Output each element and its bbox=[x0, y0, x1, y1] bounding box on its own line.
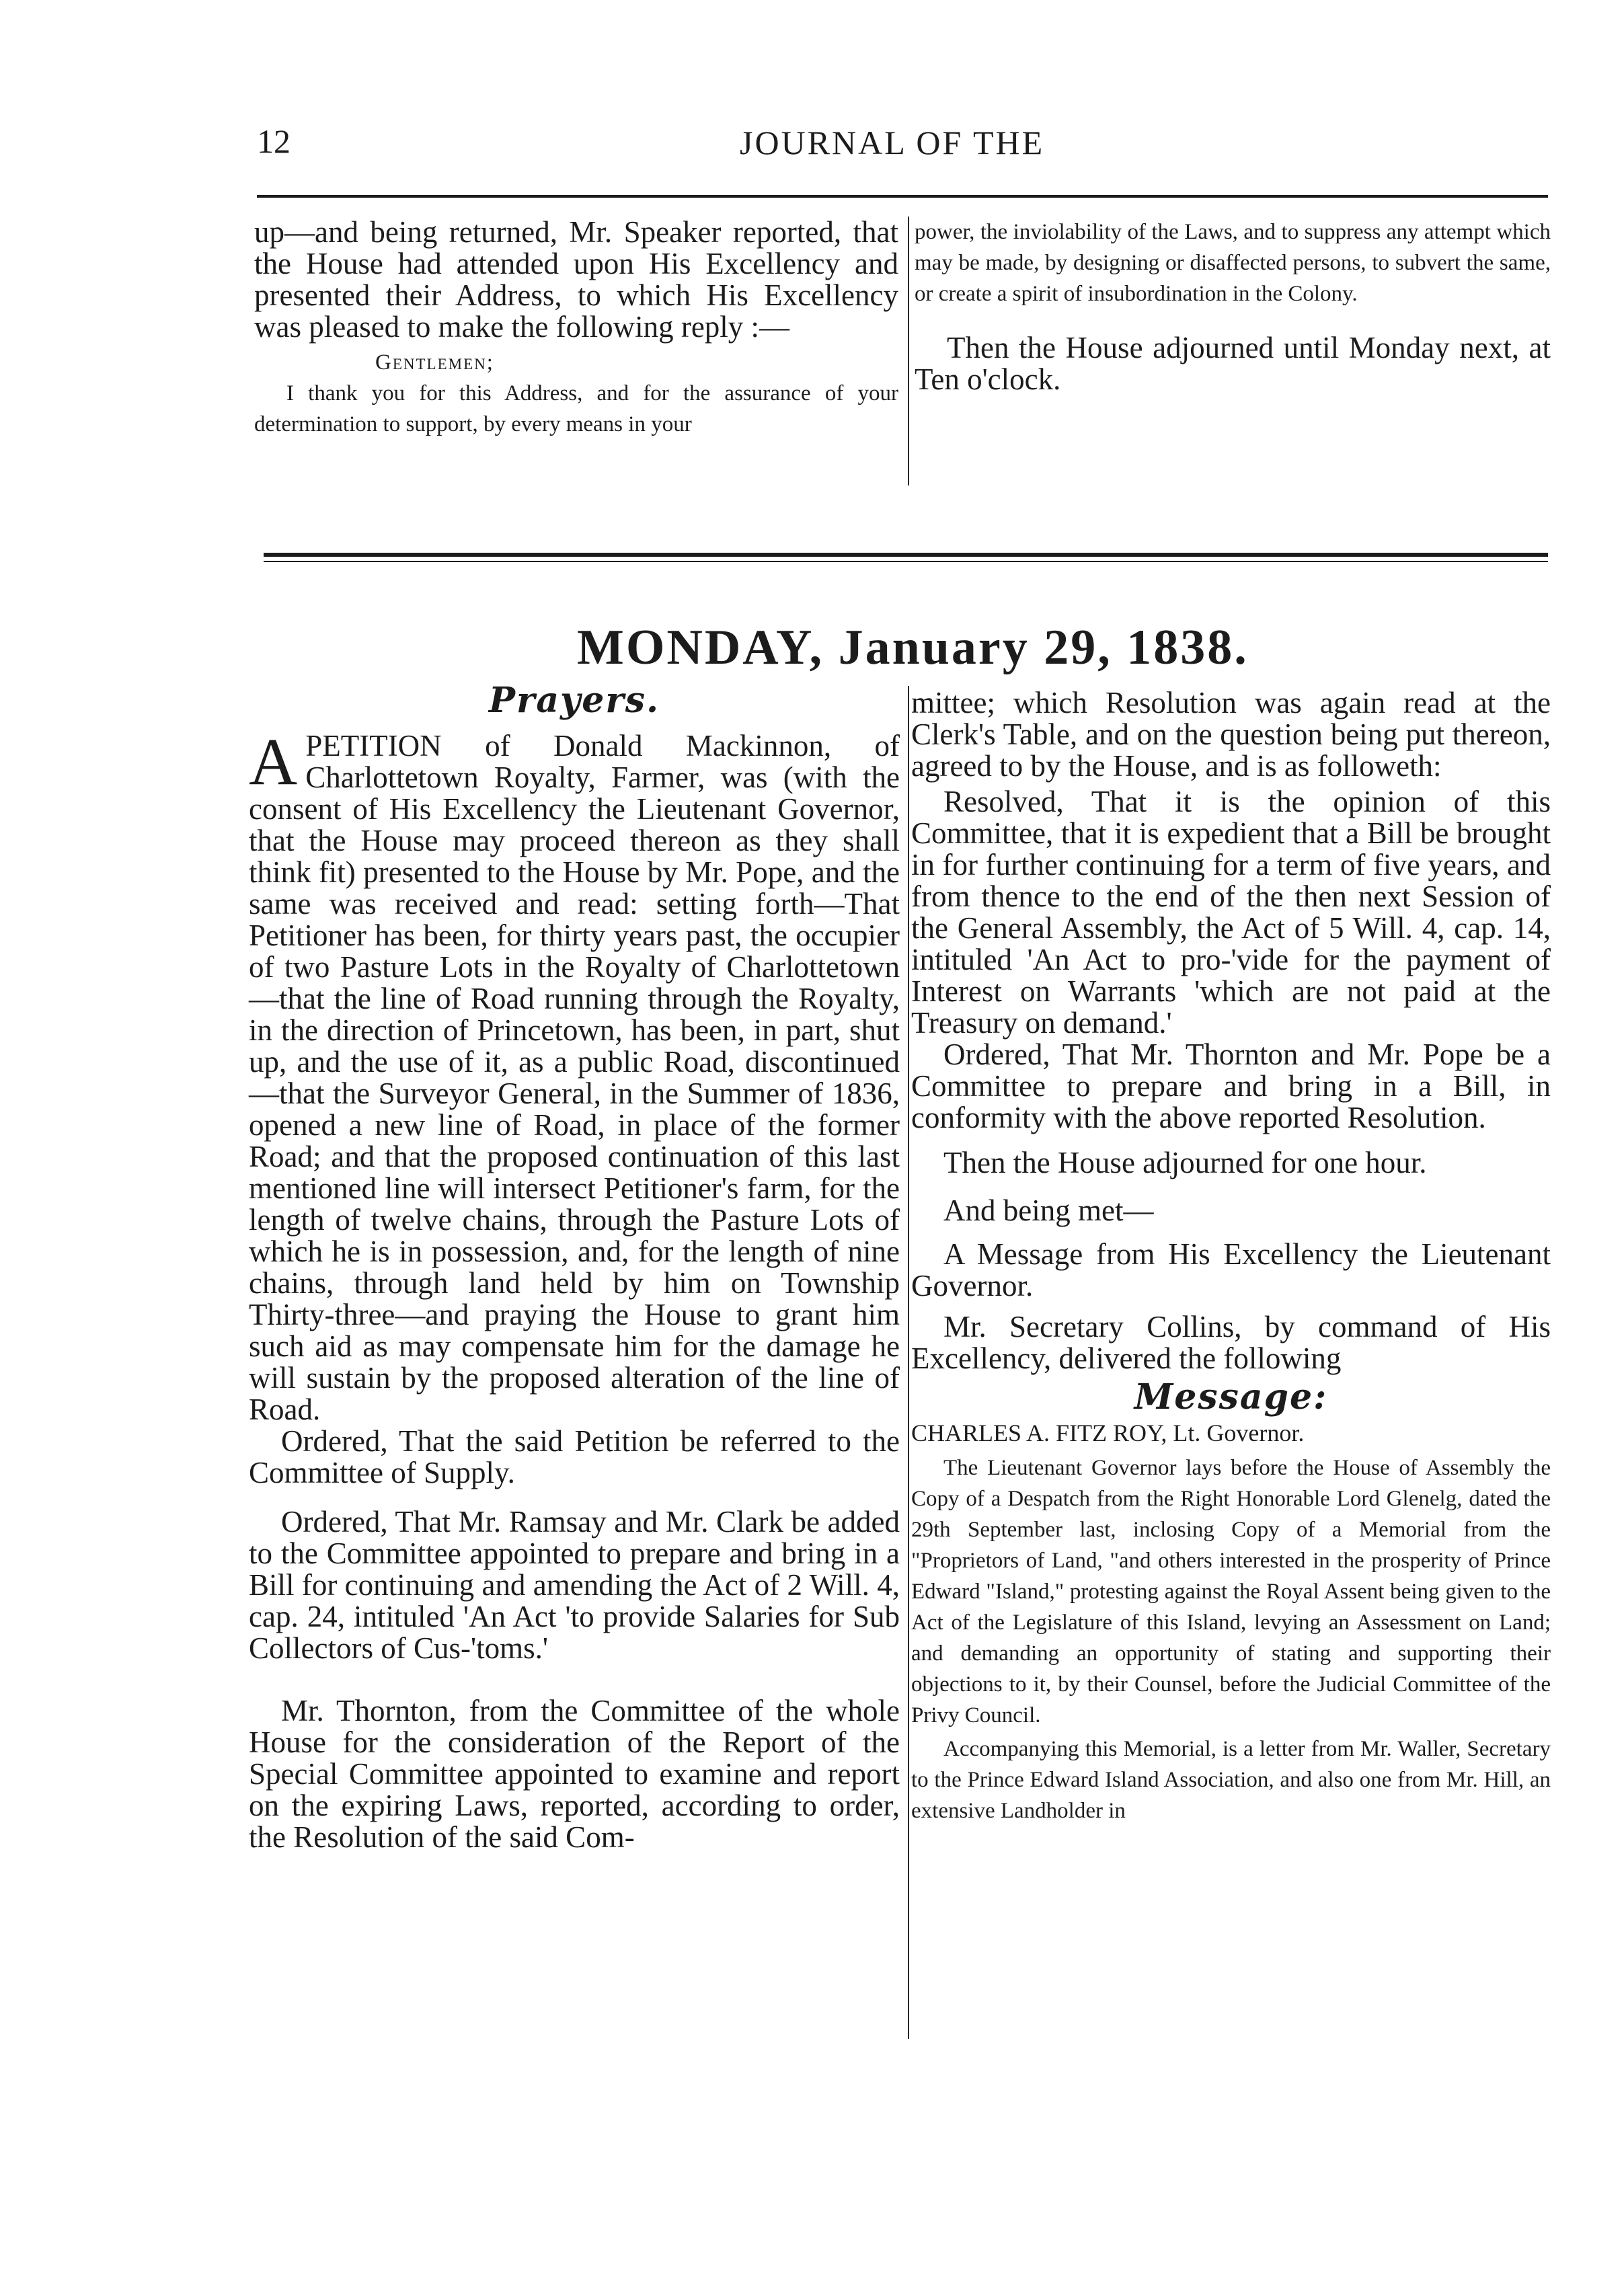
reply-continued: power, the inviolability of the Laws, and to suppress any attempt which may be made, by designing or disaffected persons, to subvert the same, or create a spirit of insubordination in the Colony. bbox=[915, 220, 1551, 306]
petition-paragraph bbox=[249, 724, 900, 1426]
excellency-reply: I thank you for this Address, and for the assurance of your determination to support, by every means in your bbox=[254, 381, 898, 436]
order-committee-addition: Ordered, That Mr. Ramsay and Mr. Clark be added to the Committee appointed to prepare and bring in a Bill for continuing and amending the Act of 2 Will. 4, cap. 24, intituled 'An Act 'to provide Salaries for Sub Collectors of Cus-'toms.' bbox=[249, 1505, 900, 1665]
being-met: And being met— bbox=[943, 1194, 1154, 1227]
petition-text: PETITION of Donald Mackinnon, of Charlottetown Royalty, Farmer, was (with the consent of His Excellency the Lieutenant Governor, that the House may proceed thereon as they shall think fit) presented to the House by Mr. Pope, and the same was received and read: setting forth—That Petitioner has been, for thirty years past, the occupier of two Pasture Lots in the Royalty of Charlottetown—that the line of Road running through the Royalty, in the direction of Princetown, has been, in part, shut up, and the use of it, as a public Road, discontinued—that the Surveyor General, in the Summer of 1836, opened a new line of Road, in place of the former Road; and that the proposed continuation of this last mentioned line will intersect Petitioner's farm, for the length of twelve chains, through the Pasture Lots of which he is in possession, and, for the length of nine chains, through land held by him on Township Thirty-three—and praying the House to grant him such aid as may compensate him for the damage he will sustain by the proposed alteration of the line of Road. bbox=[249, 729, 900, 1426]
resolution-continuation: mittee; which Resolution was again read at the Clerk's Table, and on the question being put thereon, agreed to by the House, and is as followeth: bbox=[911, 686, 1551, 783]
running-head: JOURNAL OF THE bbox=[740, 124, 1045, 161]
header-rule bbox=[257, 195, 1548, 198]
page-number: 12 bbox=[257, 122, 291, 160]
section-rule-thick bbox=[264, 553, 1548, 557]
adjournment-note: Then the House adjourned until Monday next, at Ten o'clock. bbox=[915, 331, 1551, 396]
main-left-column bbox=[249, 681, 900, 1853]
message-body-despatch: The Lieutenant Governor lays before the House of Assembly the Copy of a Despatch from the Right Honorable Lord Glenelg, dated the 29th September last, inclosing Copy of a Memorial from the "Proprietors of Land, "and others interested in the prosperity of Prince Edward "Island," protesting against the Royal Assent being given to the Act of the Legislature of this Island, levying an Assessment on Land; and demanding an opportunity of stating and supporting their objections to it, by their Counsel, before the Judicial Committee of the Privy Council. bbox=[911, 1456, 1551, 1727]
order-bill-committee: Ordered, That Mr. Thornton and Mr. Pope be a Committee to prepare and bring in a Bill, in conformity with the above reported Resolution. bbox=[911, 1038, 1551, 1134]
order-referral: Ordered, That the said Petition be referred to the Committee of Supply. bbox=[249, 1424, 900, 1489]
top-right-column bbox=[915, 217, 1551, 395]
date-heading: MONDAY, January 29, 1838. bbox=[577, 620, 1249, 675]
top-left-column bbox=[254, 217, 898, 440]
resolved-paragraph: Resolved, That it is the opinion of this Committee, that it is expedient that a Bill be brought in for further continuing for a term of five years, and from thence to the end of the then next Session of the General Assembly, the Act of 5 Will. 4, cap. 14, intituled 'An Act to pro-'vide for the payment of Interest on Warrants 'which are not paid at the Treasury on demand.' bbox=[911, 785, 1551, 1040]
main-right-column bbox=[911, 687, 1551, 1826]
message-intro: A Message from His Excellency the Lieutenant Governor. bbox=[911, 1237, 1551, 1303]
secretary-delivery: Mr. Secretary Collins, by command of His Excellency, delivered the following bbox=[911, 1310, 1551, 1375]
section-rule-thin bbox=[264, 561, 1548, 562]
prayers-heading: Prayers. bbox=[488, 680, 660, 721]
governor-signature: CHARLES A. FITZ ROY, Lt. Governor. bbox=[911, 1420, 1305, 1446]
message-body-memorial: Accompanying this Memorial, is a letter from Mr. Waller, Secretary to the Prince Edward Island Association, and also one from Mr. Hill, an extensive Landholder in bbox=[911, 1737, 1551, 1823]
adjourn-one-hour: Then the House adjourned for one hour. bbox=[943, 1146, 1427, 1179]
message-heading: Message: bbox=[1134, 1376, 1328, 1417]
main-column-divider bbox=[908, 686, 909, 2039]
committee-report: Mr. Thornton, from the Committee of the whole House for the consideration of the Report of the Special Committee appointed to examine and report on the expiring Laws, reported, according to order, the Resolution of the said Com- bbox=[249, 1694, 900, 1854]
return-paragraph: up—and being returned, Mr. Speaker reported, that the House had attended upon His Excellency and presented their Address, to which His Excellency was pleased to make the following reply :— bbox=[254, 215, 898, 344]
drop-cap: A bbox=[249, 724, 298, 799]
top-column-divider bbox=[908, 217, 909, 485]
salutation: Gentlemen; bbox=[375, 350, 494, 375]
